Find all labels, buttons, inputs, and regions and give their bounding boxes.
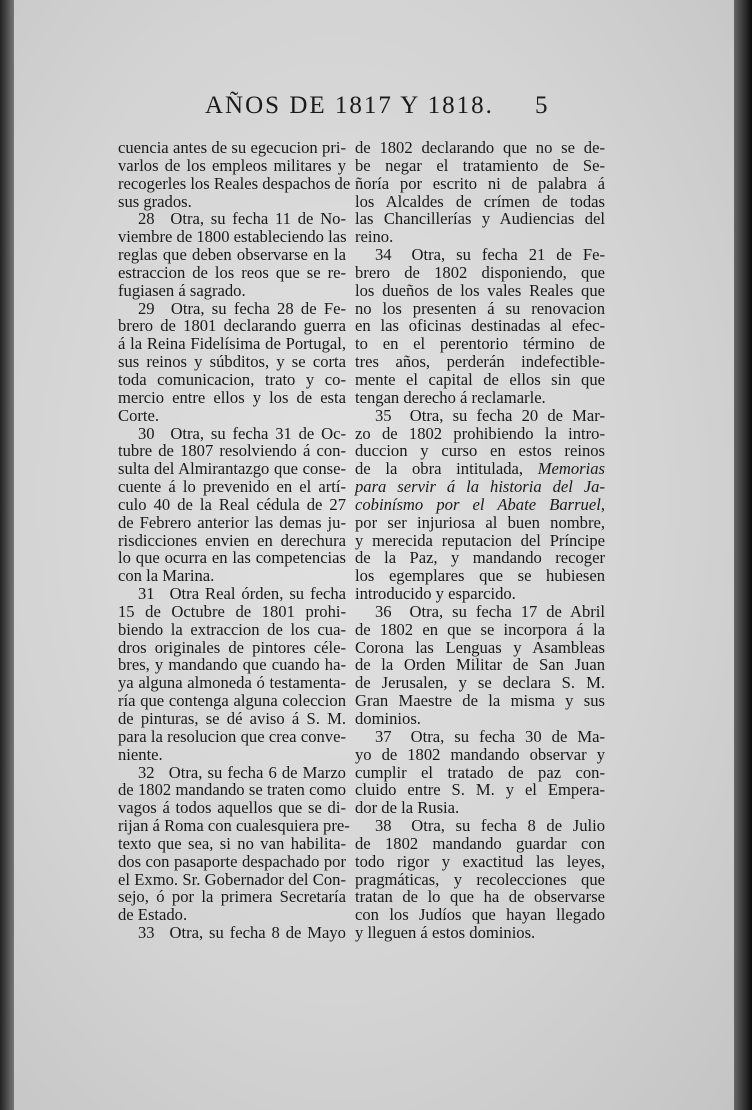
text-line bbox=[355, 567, 605, 585]
line-text: de 1802 mandando se traten como bbox=[118, 780, 346, 800]
text-line bbox=[118, 639, 346, 657]
line-text: y merecida reputacion del Príncipe bbox=[355, 530, 605, 550]
paragraph-number: 38 bbox=[375, 816, 392, 836]
line-text: dos con pasaporte despachado por bbox=[118, 851, 346, 871]
paragraph bbox=[118, 425, 346, 586]
line-text: Otra, su fecha 8 de Mayo bbox=[169, 923, 346, 943]
text-line bbox=[355, 478, 605, 496]
text-line bbox=[118, 425, 346, 443]
line-text: 15 de Octubre de 1801 prohi- bbox=[118, 601, 346, 621]
text-line bbox=[355, 317, 605, 335]
line-text: tres años, perderán indefectible- bbox=[355, 352, 605, 372]
text-line bbox=[118, 139, 346, 157]
text-line bbox=[118, 246, 346, 264]
text-line bbox=[355, 674, 605, 692]
text-line bbox=[355, 639, 605, 657]
line-text: varlos de los empleos militares y bbox=[118, 155, 346, 175]
line-text: recogerles los Reales despachos de bbox=[118, 173, 351, 193]
text-line bbox=[355, 175, 605, 193]
text-line bbox=[118, 300, 346, 318]
text-line bbox=[355, 460, 605, 478]
running-title: AÑOS DE 1817 Y 1818. bbox=[205, 92, 494, 119]
line-text: risdicciones envien en derechura bbox=[118, 530, 346, 550]
line-text: sus grados. bbox=[118, 191, 192, 211]
line-text: de 1802 en que se incorpora á la bbox=[355, 619, 605, 639]
line-text: lo que ocurra en las competencias bbox=[118, 548, 346, 568]
line-text: culo 40 de la Real cédula de 27 bbox=[118, 494, 346, 514]
paragraph-number: 36 bbox=[375, 601, 392, 621]
text-line bbox=[355, 621, 605, 639]
text-line bbox=[118, 478, 346, 496]
line-text: to en el perentorio término de bbox=[355, 334, 605, 354]
line-text: zo de 1802 prohibiendo la intro- bbox=[355, 423, 605, 443]
paragraph bbox=[355, 139, 605, 246]
text-line bbox=[355, 871, 605, 889]
line-text: Otra, su fecha 6 de Marzo bbox=[168, 762, 346, 782]
text-line bbox=[355, 371, 605, 389]
text-line bbox=[355, 799, 605, 817]
text-line bbox=[355, 924, 605, 942]
line-text: niente. bbox=[118, 744, 163, 764]
line-text: Otra, su fecha 30 de Ma- bbox=[410, 726, 605, 746]
text-line bbox=[355, 157, 605, 175]
paragraph bbox=[355, 246, 605, 407]
line-text: con los Judíos que hayan llegado bbox=[355, 905, 605, 925]
text-line bbox=[118, 764, 346, 782]
paragraph bbox=[118, 300, 346, 425]
text-line bbox=[118, 389, 346, 407]
text-column-left bbox=[118, 138, 351, 943]
line-text: biendo la extraccion de los cua- bbox=[118, 619, 346, 639]
line-text: todo rigor y exactitud las leyes, bbox=[355, 851, 605, 871]
text-line bbox=[355, 425, 605, 443]
text-line bbox=[118, 888, 346, 906]
text-line bbox=[118, 442, 346, 460]
text-line bbox=[355, 335, 605, 353]
line-text: Otra, su fecha 11 de No- bbox=[170, 209, 346, 229]
line-text: Corona las Lenguas y Asambleas bbox=[355, 637, 605, 657]
line-text: toda comunicacion, trato y co- bbox=[118, 369, 346, 389]
line-text: brero de 1802 disponiendo, que bbox=[355, 262, 605, 282]
line-text: Otra, su fecha 31 de Oc- bbox=[170, 423, 346, 443]
text-line bbox=[118, 353, 346, 371]
line-text: de 1802 declarando que no se de- bbox=[355, 138, 605, 157]
text-line bbox=[118, 193, 346, 211]
italic-title-text: Memorias bbox=[537, 459, 605, 479]
text-line bbox=[118, 460, 346, 478]
line-text: de la Paz, y mandando recoger bbox=[355, 548, 605, 568]
text-line bbox=[355, 514, 605, 532]
line-text: cumplir el tratado de paz con- bbox=[355, 762, 605, 782]
line-text: de Jerusalen, y se declara S. M. bbox=[355, 673, 605, 693]
text-line bbox=[118, 317, 346, 335]
text-line bbox=[118, 496, 346, 514]
text-line bbox=[118, 603, 346, 621]
text-line bbox=[118, 853, 346, 871]
text-line bbox=[118, 835, 346, 853]
text-line bbox=[118, 514, 346, 532]
line-text: sulta del Almirantazgo que conse- bbox=[118, 459, 346, 479]
paragraph bbox=[118, 210, 346, 299]
line-text: ya alguna almoneda ó testamenta- bbox=[118, 673, 346, 693]
text-line bbox=[118, 656, 346, 674]
text-line bbox=[355, 193, 605, 211]
text-line bbox=[118, 871, 346, 889]
paragraph-number: 31 bbox=[138, 584, 155, 604]
line-text: cuencia antes de su egecucion pri- bbox=[118, 138, 346, 157]
text-line bbox=[355, 692, 605, 710]
line-text: los Alcaldes de crímen de todas bbox=[355, 191, 605, 211]
text-line bbox=[118, 407, 346, 425]
line-text: introducido y esparcido. bbox=[355, 584, 516, 604]
text-column-right bbox=[355, 139, 605, 942]
paragraph bbox=[355, 407, 605, 603]
line-text: pragmáticas, y recolecciones que bbox=[355, 869, 605, 889]
line-text: de la obra intitulada, bbox=[355, 459, 538, 479]
line-text: dros originales de pintores céle- bbox=[118, 637, 346, 657]
paragraph bbox=[355, 728, 605, 817]
running-header bbox=[205, 92, 585, 120]
line-text: tratan de lo que ha de observarse bbox=[355, 887, 605, 907]
text-line bbox=[118, 728, 346, 746]
line-text: Otra, su fecha 20 de Mar- bbox=[409, 405, 605, 425]
line-text: brero de 1801 declarando guerra bbox=[118, 316, 346, 336]
line-text: , bbox=[600, 494, 605, 514]
text-line bbox=[355, 532, 605, 550]
line-text: rijan á Roma con cualesquiera pre- bbox=[118, 816, 350, 836]
text-line bbox=[355, 656, 605, 674]
text-line bbox=[118, 816, 350, 836]
paragraph-number: 32 bbox=[138, 762, 155, 782]
line-text: Gran Maestre de la misma y sus bbox=[355, 691, 605, 711]
text-line bbox=[355, 585, 605, 603]
text-line bbox=[355, 710, 605, 728]
text-line bbox=[355, 300, 605, 318]
line-text: Otra, su fecha 8 de Julio bbox=[411, 816, 606, 836]
line-text: de Estado. bbox=[118, 905, 188, 925]
line-text: sejo, ó por la primera Secretaría bbox=[118, 887, 346, 907]
paragraph-number: 33 bbox=[138, 923, 155, 943]
line-text: por ser injuriosa al buen nombre, bbox=[355, 512, 605, 532]
paragraph-number: 34 bbox=[375, 245, 392, 265]
line-text: yo de 1802 mandando observar y bbox=[355, 744, 605, 764]
paragraph-number: 37 bbox=[375, 726, 392, 746]
text-line bbox=[118, 621, 346, 639]
line-text: mercio entre ellos y los de esta bbox=[118, 387, 346, 407]
line-text: el Exmo. Sr. Gobernador del Con- bbox=[118, 869, 346, 889]
paragraph bbox=[118, 585, 346, 763]
line-text: tubre de 1807 resolviendo á con- bbox=[118, 441, 346, 461]
line-text: para la resolucion que crea conve- bbox=[118, 726, 346, 746]
line-text: Otra, su fecha 17 de Abril bbox=[409, 601, 605, 621]
text-line bbox=[118, 228, 346, 246]
text-line bbox=[118, 532, 346, 550]
line-text: dor de la Rusia. bbox=[355, 798, 460, 818]
line-text: Otra, su fecha 21 de Fe- bbox=[411, 245, 605, 265]
text-line bbox=[355, 139, 605, 157]
line-text: con la Marina. bbox=[118, 566, 215, 586]
text-line bbox=[118, 157, 346, 175]
text-line bbox=[118, 567, 346, 585]
line-text: ñoría por escrito ni de palabra á bbox=[355, 173, 605, 193]
paragraph bbox=[118, 924, 346, 942]
text-line bbox=[118, 371, 346, 389]
paragraph bbox=[355, 603, 605, 728]
text-line bbox=[118, 781, 346, 799]
text-line bbox=[355, 282, 605, 300]
text-line bbox=[118, 746, 346, 764]
line-text: mente el capital de ellos sin que bbox=[355, 369, 605, 389]
text-line bbox=[355, 210, 605, 228]
text-line bbox=[118, 906, 346, 924]
text-line bbox=[355, 442, 605, 460]
line-text: de Febrero anterior las demas ju- bbox=[118, 512, 346, 532]
line-text: sus reinos y súbditos, y se corta bbox=[118, 352, 346, 372]
line-text: fugiasen á sagrado. bbox=[118, 280, 246, 300]
paragraph-number: 29 bbox=[138, 298, 155, 318]
paragraph bbox=[118, 138, 351, 211]
text-line bbox=[355, 407, 605, 425]
line-text: de 1802 mandando guardar con bbox=[355, 833, 605, 853]
text-line bbox=[355, 764, 605, 782]
scan-edge-right bbox=[734, 0, 752, 1110]
line-text: texto que sea, si no van habilita- bbox=[118, 833, 346, 853]
text-line bbox=[118, 282, 346, 300]
text-line bbox=[118, 674, 346, 692]
text-line bbox=[355, 246, 605, 264]
text-line bbox=[355, 835, 605, 853]
line-text: las Chancillerías y Audiencias del bbox=[355, 209, 605, 229]
line-text: be negar el tratamiento de Se- bbox=[355, 155, 605, 175]
line-text: cuente á lo prevenido en el artí- bbox=[118, 477, 346, 497]
line-text: tengan derecho á reclamarle. bbox=[355, 387, 546, 407]
text-line bbox=[355, 888, 605, 906]
text-line bbox=[118, 585, 346, 603]
line-text: vagos á todos aquellos que se di- bbox=[118, 798, 346, 818]
text-line bbox=[118, 264, 346, 282]
line-text: estraccion de los reos que se re- bbox=[118, 262, 346, 282]
line-text: en las oficinas destinadas al efec- bbox=[355, 316, 605, 336]
line-text: de pinturas, se dé aviso á S. M. bbox=[118, 709, 346, 728]
line-text: dominios. bbox=[355, 709, 421, 728]
text-line bbox=[355, 228, 605, 246]
paragraph bbox=[355, 817, 605, 942]
line-text: viembre de 1800 estableciendo las bbox=[118, 227, 347, 247]
text-line bbox=[355, 496, 605, 514]
italic-title-text: para servir á la historia del Ja- bbox=[355, 477, 605, 497]
text-line bbox=[355, 549, 605, 567]
text-line bbox=[355, 853, 605, 871]
text-line bbox=[118, 549, 346, 567]
text-line bbox=[355, 264, 605, 282]
line-text: los dueños de los vales Reales que bbox=[355, 280, 605, 300]
text-line bbox=[355, 353, 605, 371]
text-line bbox=[118, 799, 346, 817]
line-text: los egemplares que se hubiesen bbox=[355, 566, 605, 586]
line-text: Corte. bbox=[118, 405, 160, 425]
text-line bbox=[118, 692, 346, 710]
italic-title-text: cobinísmo por el Abate Barruel bbox=[355, 494, 601, 514]
scan-edge-left bbox=[0, 0, 14, 1110]
text-line bbox=[118, 173, 351, 193]
line-text: cluido entre S. M. y el Empera- bbox=[355, 780, 605, 800]
text-line bbox=[355, 906, 605, 924]
line-text: no los presenten á su renovacion bbox=[355, 298, 605, 318]
line-text: bres, y mandando que cuando ha- bbox=[118, 655, 346, 675]
line-text: reino. bbox=[355, 227, 394, 247]
line-text: de la Orden Militar de San Juan bbox=[355, 655, 605, 675]
line-text: reglas que deben observarse en la bbox=[118, 245, 346, 265]
text-line bbox=[355, 781, 605, 799]
line-text: á la Reina Fidelísima de Portugal, bbox=[118, 334, 346, 354]
text-line bbox=[355, 389, 605, 407]
line-text: Otra Real órden, su fecha bbox=[169, 584, 346, 604]
text-line bbox=[355, 728, 605, 746]
text-line bbox=[355, 746, 605, 764]
line-text: ría que contenga alguna coleccion bbox=[118, 691, 346, 711]
text-line bbox=[355, 603, 605, 621]
text-line bbox=[118, 710, 346, 728]
text-line bbox=[355, 817, 605, 835]
line-text: y lleguen á estos dominios. bbox=[355, 923, 536, 943]
paragraph bbox=[118, 762, 350, 925]
line-text: duccion y curso en estos reinos bbox=[355, 441, 605, 461]
text-line bbox=[118, 924, 346, 942]
paragraph-number: 28 bbox=[138, 209, 155, 229]
text-line bbox=[118, 210, 346, 228]
line-text: Otra, su fecha 28 de Fe- bbox=[170, 298, 346, 318]
paragraph-number: 30 bbox=[138, 423, 155, 443]
page-number: 5 bbox=[535, 92, 550, 119]
text-line bbox=[118, 335, 346, 353]
paragraph-number: 35 bbox=[375, 405, 392, 425]
